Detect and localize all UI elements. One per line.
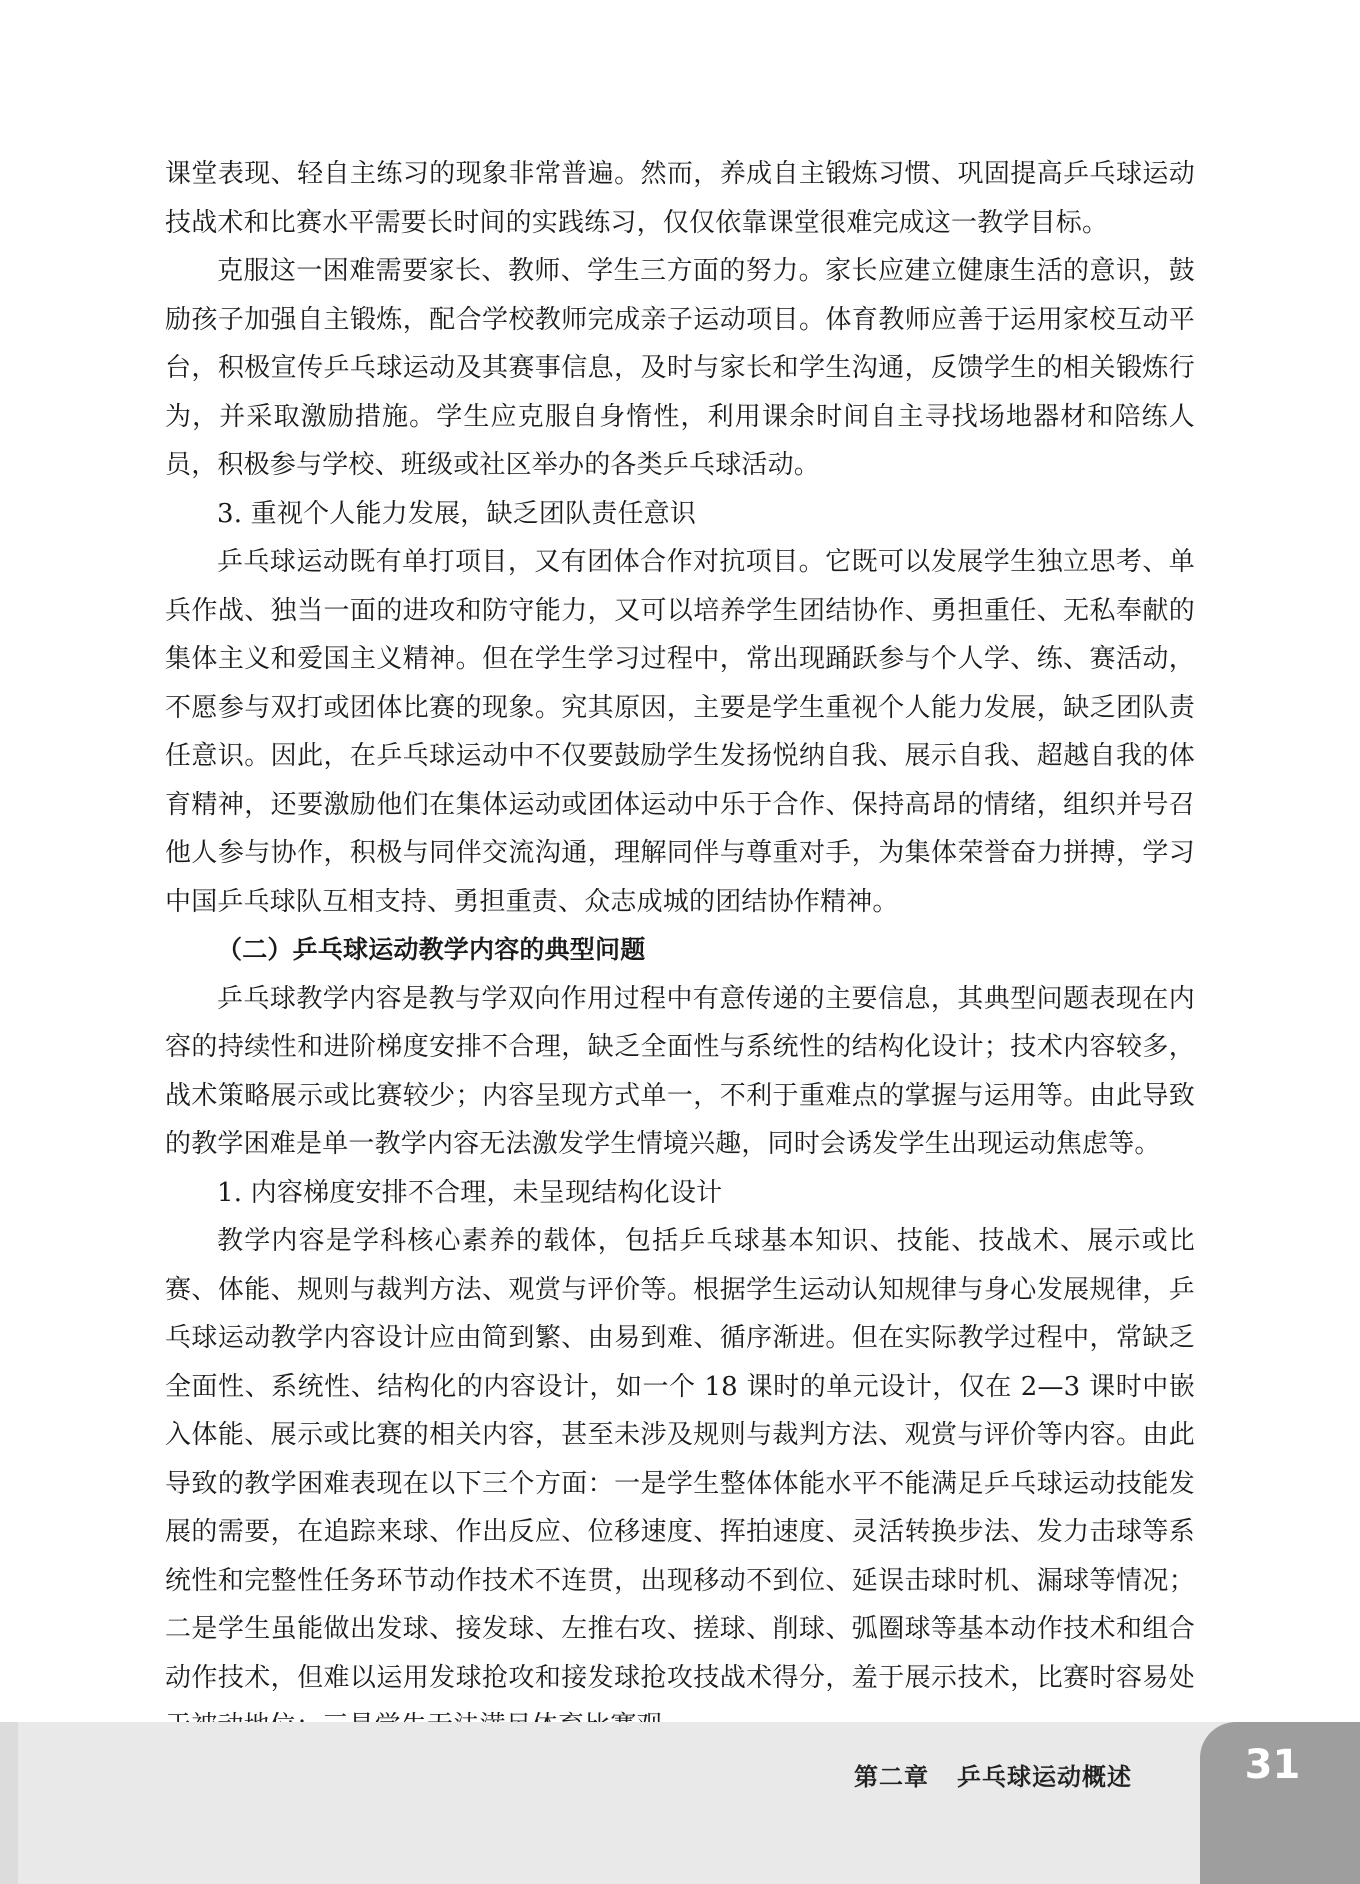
chapter-number: 第二章 [854, 1763, 929, 1791]
footer-edge-strip [0, 1722, 18, 1884]
running-footer [854, 1757, 1132, 1792]
page-number: 31 [1244, 1742, 1301, 1788]
paragraph: 乒乓球运动既有单打项目，又有团体合作对抗项目。它既可以发展学生独立思考、单兵作战、独当一面的进攻和防守能力，又可以培养学生团结协作、勇担重任、无私奉献的集体主义和爱国主义精神。但在学生学习过程中，常出现踊跃参与个人学、练、赛活动，不愿参与双打或团体比赛的现象。究其原因，主要是学生重视个人能力发展，缺乏团队责任意识。因此，在乒乓球运动中不仅要鼓励学生发扬悦纳自我、展示自我、超越自我的体育精神，还要激励他们在集体运动或团体运动中乐于合作、保持高昂的情绪，组织并号召他人参与协作，积极与同伴交流沟通，理解同伴与尊重对手，为集体荣誉奋力拼搏，学习中国乒乓球队互相支持、勇担重责、众志成城的团结协作精神。 [165, 547, 1195, 917]
paragraph: 教学内容是学科核心素养的载体，包括乒乓球基本知识、技能、技战术、展示或比赛、体能、规则与裁判方法、观赏与评价等。根据学生运动认知规律与身心发展规律，乒乓球运动教学内容设计应由简到繁、由易到难、循序渐进。但在实际教学过程中，常缺乏全面性、系统性、结构化的内容设计，如一个 18 课时的单元设计，仅在 2—3 课时中嵌入体能、展示或比赛的相关内容，甚至未涉及规则与裁判方法、观赏与评价等内容。由此导致的教学困难表现在以下三个方面：一是学生整体体能水平不能满足乒乓球运动技能发展的需要，在追踪来球、作出反应、位移速度、挥拍速度、灵活转换步法、发力击球等系统性和完整性任务环节动作技术不连贯，出现移动不到位、延误击球时机、漏球等情况；二是学生虽能做出发球、接发球、左推右攻、搓球、削球、弧圈球等基本动作技术和组合动作技术，但难以运用发球抢攻和接发球抢攻技战术得分，羞于展示技术，比赛时容易处 [165, 1226, 1195, 1693]
section-heading: （二）乒乓球运动教学内容的典型问题 [217, 935, 646, 964]
chapter-title: 乒乓球运动概述 [957, 1763, 1132, 1791]
paragraph: 克服这一困难需要家长、教师、学生三方面的努力。家长应建立健康生活的意识，鼓励孩子加强自主锻炼，配合学校教师完成亲子运动项目。体育教师应善于运用家校互动平台，积极宣传乒乓球运动及其赛事信息，及时与家长和学生沟通，反馈学生的相关锻炼行为，并采取激励措施。学生应克服自身惰性，利用课余时间自主寻找场地器材和陪练人员，积极参与学校、班级或社区举办的各类乒乓球活动。 [165, 256, 1195, 480]
page-body [165, 150, 1195, 1751]
subheading-3: 3. 重视个人能力发展，缺乏团队责任意识 [217, 498, 697, 529]
paragraph-continuation: 课堂表现、轻自主练习的现象非常普遍。然而，养成自主锻炼习惯、巩固提高乒乓球运动技战术和比赛水平需要长时间的实践练习，仅仅依靠课堂很难完成这一教学目标。 [165, 159, 1195, 238]
footer-bar [0, 1722, 1360, 1884]
paragraph: 乒乓球教学内容是教与学双向作用过程中有意传递的主要信息，其典型问题表现在内容的持续性和进阶梯度安排不合理，缺乏全面性与系统性的结构化设计；技术内容较多，战术策略展示或比赛较少；内容呈现方式单一，不利于重难点的掌握与运用等。由此导致的教学困难是单一教学内容无法激发学生情境兴趣，同时会诱发学生出现运动焦虑等。 [165, 983, 1195, 1159]
subheading-1: 1. 内容梯度安排不合理，未呈现结构化设计 [217, 1177, 723, 1208]
